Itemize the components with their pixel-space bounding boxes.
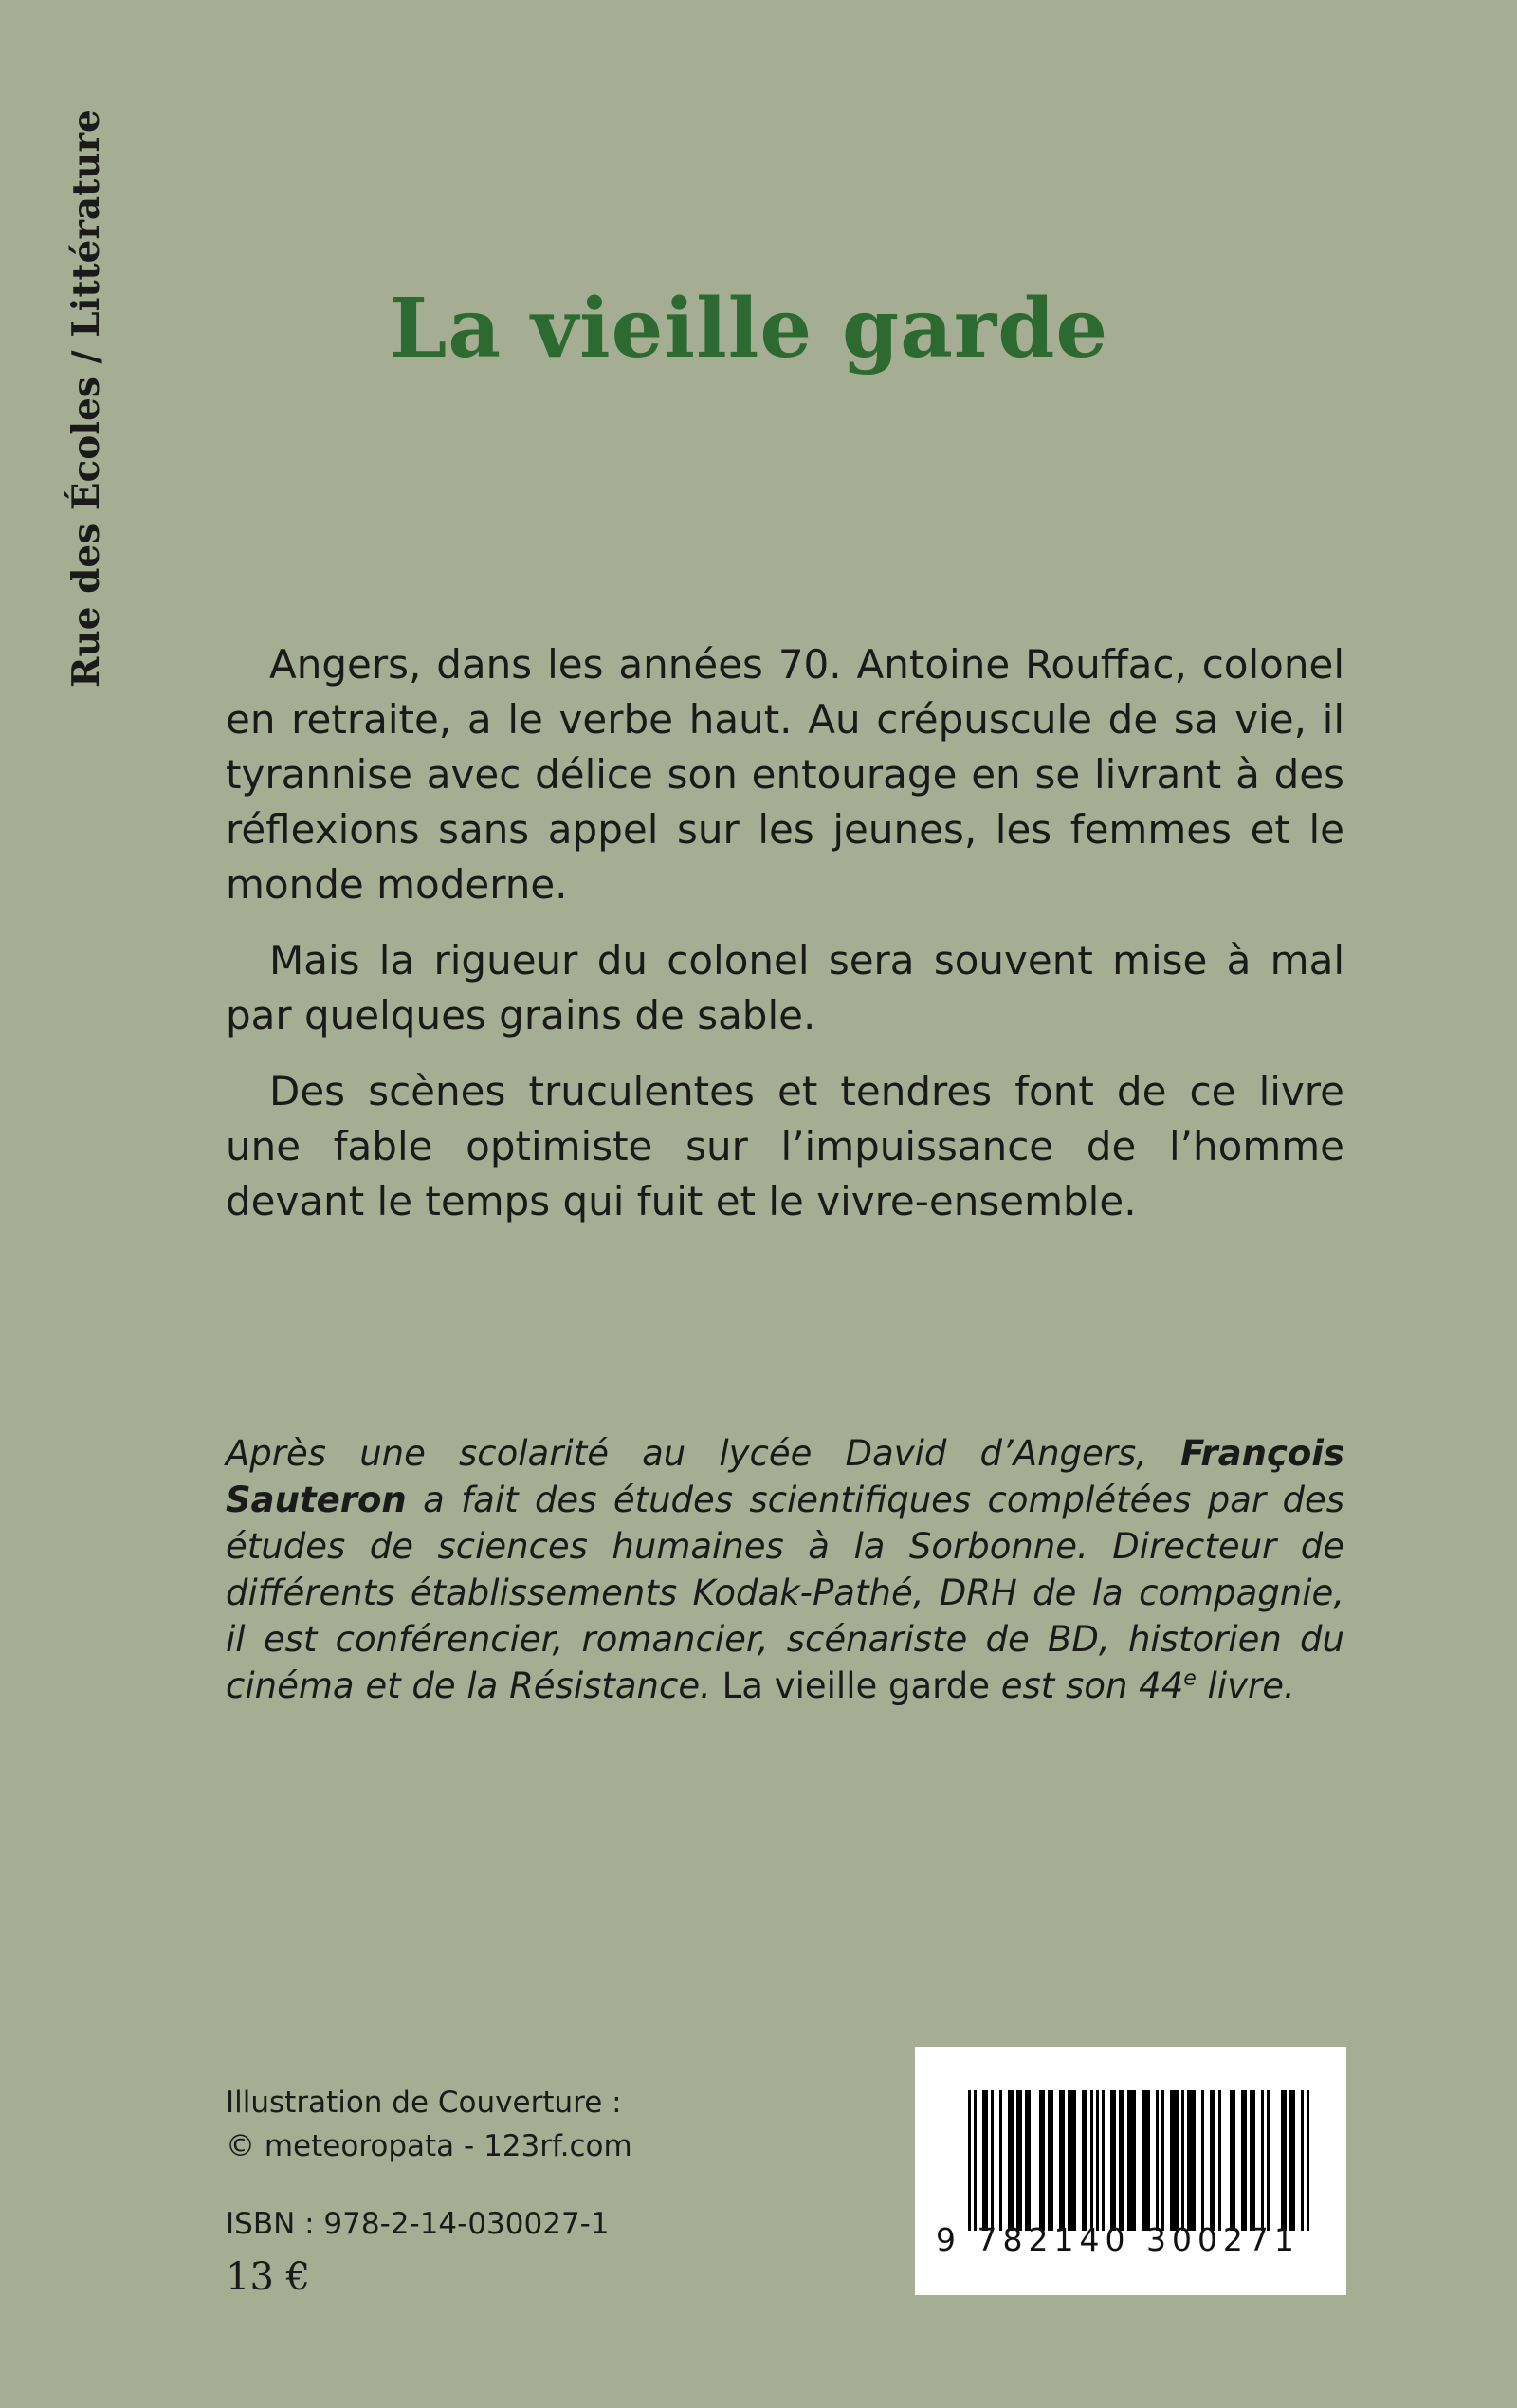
barcode-bar [991, 2090, 994, 2231]
barcode-bar [1042, 2090, 1045, 2231]
barcode-bar [1210, 2090, 1213, 2231]
barcode-bar [1156, 2090, 1159, 2231]
isbn-number: ISBN : 978-2-14-030027-1 [226, 2207, 610, 2241]
barcode-bar [1213, 2090, 1215, 2231]
barcode-bar [1110, 2090, 1113, 2231]
book-title: La vieille garde [389, 281, 1109, 377]
barcode-bar [1233, 2090, 1235, 2231]
barcode-bar [1113, 2090, 1116, 2231]
barcode-bar [974, 2090, 977, 2231]
barcode-bar [1090, 2090, 1093, 2231]
barcode-bar [1085, 2090, 1087, 2231]
barcode-bar [1082, 2090, 1085, 2231]
barcode-bar [1250, 2090, 1252, 2231]
summary-paragraph: Des scènes truculentes et tendres font de ce livre une fable optimiste sur l’impuissance de l’homme devant le temps qui fuit et le vivre-ensemble. [226, 1068, 1344, 1224]
barcode-bar [1096, 2090, 1099, 2231]
barcode-bar [1261, 2090, 1264, 2231]
barcode-bar [1218, 2090, 1221, 2231]
barcode-bar [1267, 2090, 1270, 2231]
author-name: François Sauteron [226, 1433, 1344, 1520]
summary-paragraph: Angers, dans les années 70. Antoine Rouffac, colonel en retraite, a le verbe haut. Au crépuscule de sa vie, il tyrannise avec délice son entourage en se livrant à des réflexions sans appel sur les jeunes, les femmes et le monde moderne. [226, 641, 1344, 908]
barcode-bar [1252, 2090, 1255, 2231]
barcode-digits: 9 782140 300271 [936, 2221, 1300, 2258]
barcode-bar [985, 2090, 988, 2231]
barcode-bar [1187, 2090, 1190, 2231]
credits-line: Illustration de Couverture : [226, 2086, 622, 2120]
bio-text: a fait des études scientifiques complétées par des études de sciences humaines à la Sorbonne. Directeur de différents établissements Kodak-Pathé, DRH de la compagnie, il est conférencier, romancier, scénariste de BD, historien du cinéma et de la Résistance. [226, 1480, 1344, 1706]
barcode-bar [1244, 2090, 1247, 2231]
barcode-bar [1281, 2090, 1284, 2231]
barcode-bar [1062, 2090, 1065, 2231]
barcode-bar [1070, 2090, 1073, 2231]
author-bio [226, 1430, 1344, 1709]
barcode-bar [1142, 2090, 1144, 2231]
barcode-bar [1073, 2090, 1076, 2231]
barcode-bar [1289, 2090, 1292, 2231]
barcode-bar [1161, 2090, 1164, 2231]
barcode-bar [1102, 2090, 1105, 2231]
barcode-bar [1028, 2090, 1031, 2231]
bio-text: est son 44 [989, 1665, 1184, 1706]
barcode-bar [1048, 2090, 1051, 2231]
barcode-bar [1284, 2090, 1287, 2231]
barcode-bar [1119, 2090, 1122, 2231]
barcode-bar [1147, 2090, 1150, 2231]
barcode-bar [1059, 2090, 1062, 2231]
barcode-bar [1019, 2090, 1022, 2231]
credits-line: © meteoropata - 123rf.com [226, 2129, 632, 2163]
barcode-bar [1122, 2090, 1124, 2231]
barcode [915, 2047, 1346, 2295]
barcode-bar [982, 2090, 985, 2231]
bio-text: livre. [1196, 1665, 1295, 1706]
bio-text: Après une scolarité au lycée David d’Angers, [226, 1433, 1181, 1474]
barcode-bar [1025, 2090, 1028, 2231]
collection-name: Rue des Écoles / Littérature [64, 109, 108, 688]
barcode-bar [968, 2090, 971, 2231]
barcode-bar [1039, 2090, 1042, 2231]
barcode-bar [1170, 2090, 1173, 2231]
barcode-bar [1068, 2090, 1070, 2231]
barcode-bar [1241, 2090, 1244, 2231]
barcode-bar [1301, 2090, 1304, 2231]
barcode-bar [1190, 2090, 1193, 2231]
barcode-bar [1181, 2090, 1184, 2231]
bio-book-title: La vieille garde [722, 1665, 990, 1706]
barcode-bar [1144, 2090, 1147, 2231]
barcode-bar [1127, 2090, 1130, 2231]
barcode-bar [1201, 2090, 1204, 2231]
cover-credits [226, 2081, 632, 2168]
barcode-bar [1011, 2090, 1014, 2231]
price: 13 € [226, 2255, 311, 2299]
barcode-bar [1230, 2090, 1233, 2231]
barcode-bar [1133, 2090, 1136, 2231]
barcode-bar [1307, 2090, 1309, 2231]
barcode-bar [1130, 2090, 1133, 2231]
barcode-bar [1193, 2090, 1196, 2231]
barcode-bar [1016, 2090, 1019, 2231]
barcode-bar [1176, 2090, 1179, 2231]
barcode-bar [1008, 2090, 1011, 2231]
book-summary [226, 637, 1344, 1250]
barcode-bar [1292, 2090, 1295, 2231]
barcode-bar [1173, 2090, 1176, 2231]
ordinal-suffix: e [1183, 1666, 1197, 1691]
barcode-bar [1051, 2090, 1053, 2231]
summary-paragraph: Mais la rigueur du colonel sera souvent mise à mal par quelques grains de sable. [226, 937, 1344, 1039]
barcode-bar [999, 2090, 1002, 2231]
